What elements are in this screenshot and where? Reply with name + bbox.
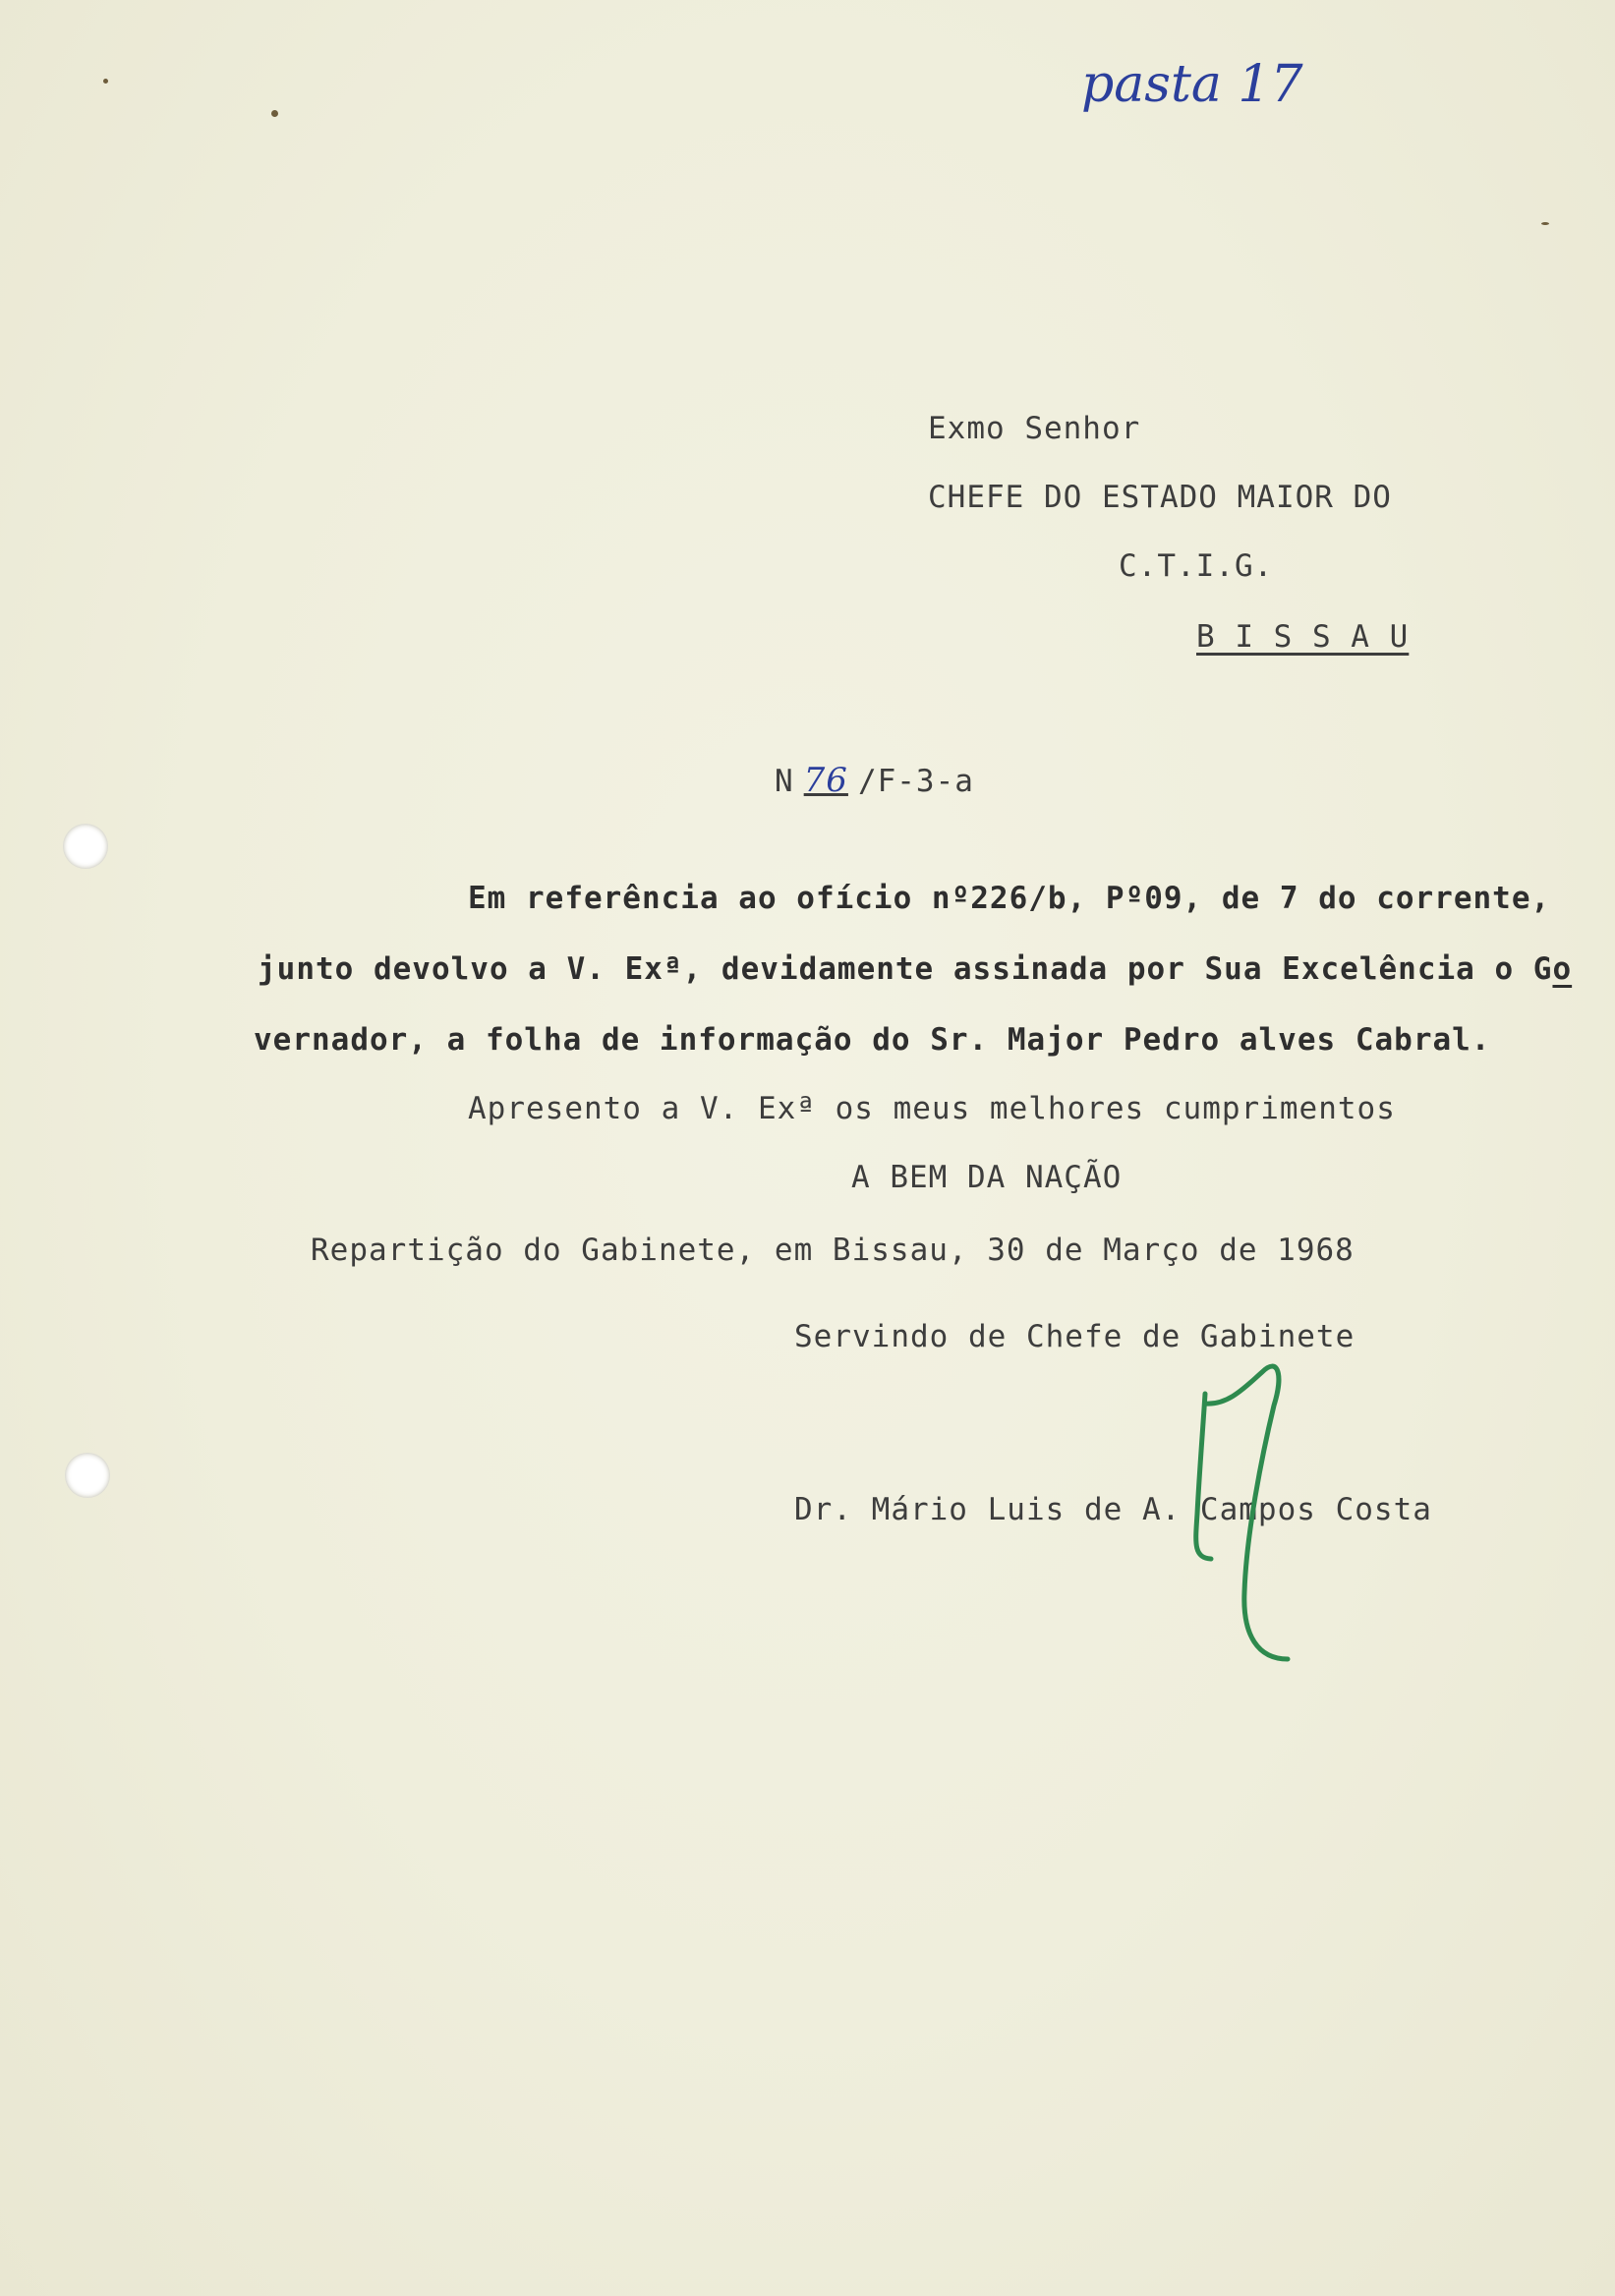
closing-greeting: Apresento a V. Exª os meus melhores cumprimentos	[468, 1091, 1396, 1126]
reference-suffix: /F-3-a	[857, 764, 974, 799]
body-line-3: vernador, a folha de informação do Sr. Major Pedro alves Cabral.	[254, 1022, 1491, 1058]
handwritten-folder-note: pasta 17	[1081, 55, 1303, 114]
reference-number-handwritten: 76	[803, 761, 848, 800]
signatory-role: Servindo de Chefe de Gabinete	[794, 1319, 1355, 1354]
signatory-name: Dr. Mário Luis de A. Campos Costa	[794, 1492, 1432, 1527]
body-line-1: Em referência ao ofício nº226/b, Pº09, de 7 do corrente,	[468, 881, 1551, 916]
recipient-salutation: Exmo Senhor	[928, 411, 1141, 446]
recipient-city: B I S S A U	[1196, 619, 1410, 655]
recipient-unit: C.T.I.G.	[1119, 548, 1274, 584]
place-date: Repartição do Gabinete, em Bissau, 30 de Março de 1968	[311, 1233, 1355, 1268]
reference-prefix: N	[775, 764, 794, 799]
body-line-2-hyphen-end: o	[1552, 951, 1573, 987]
body-line-2-text: junto devolvo a V. Exª, devidamente assinada por Sua Excelência o G	[258, 951, 1553, 987]
motto: A BEM DA NAÇÃO	[851, 1160, 1123, 1195]
recipient-title: CHEFE DO ESTADO MAIOR DO	[928, 480, 1392, 515]
